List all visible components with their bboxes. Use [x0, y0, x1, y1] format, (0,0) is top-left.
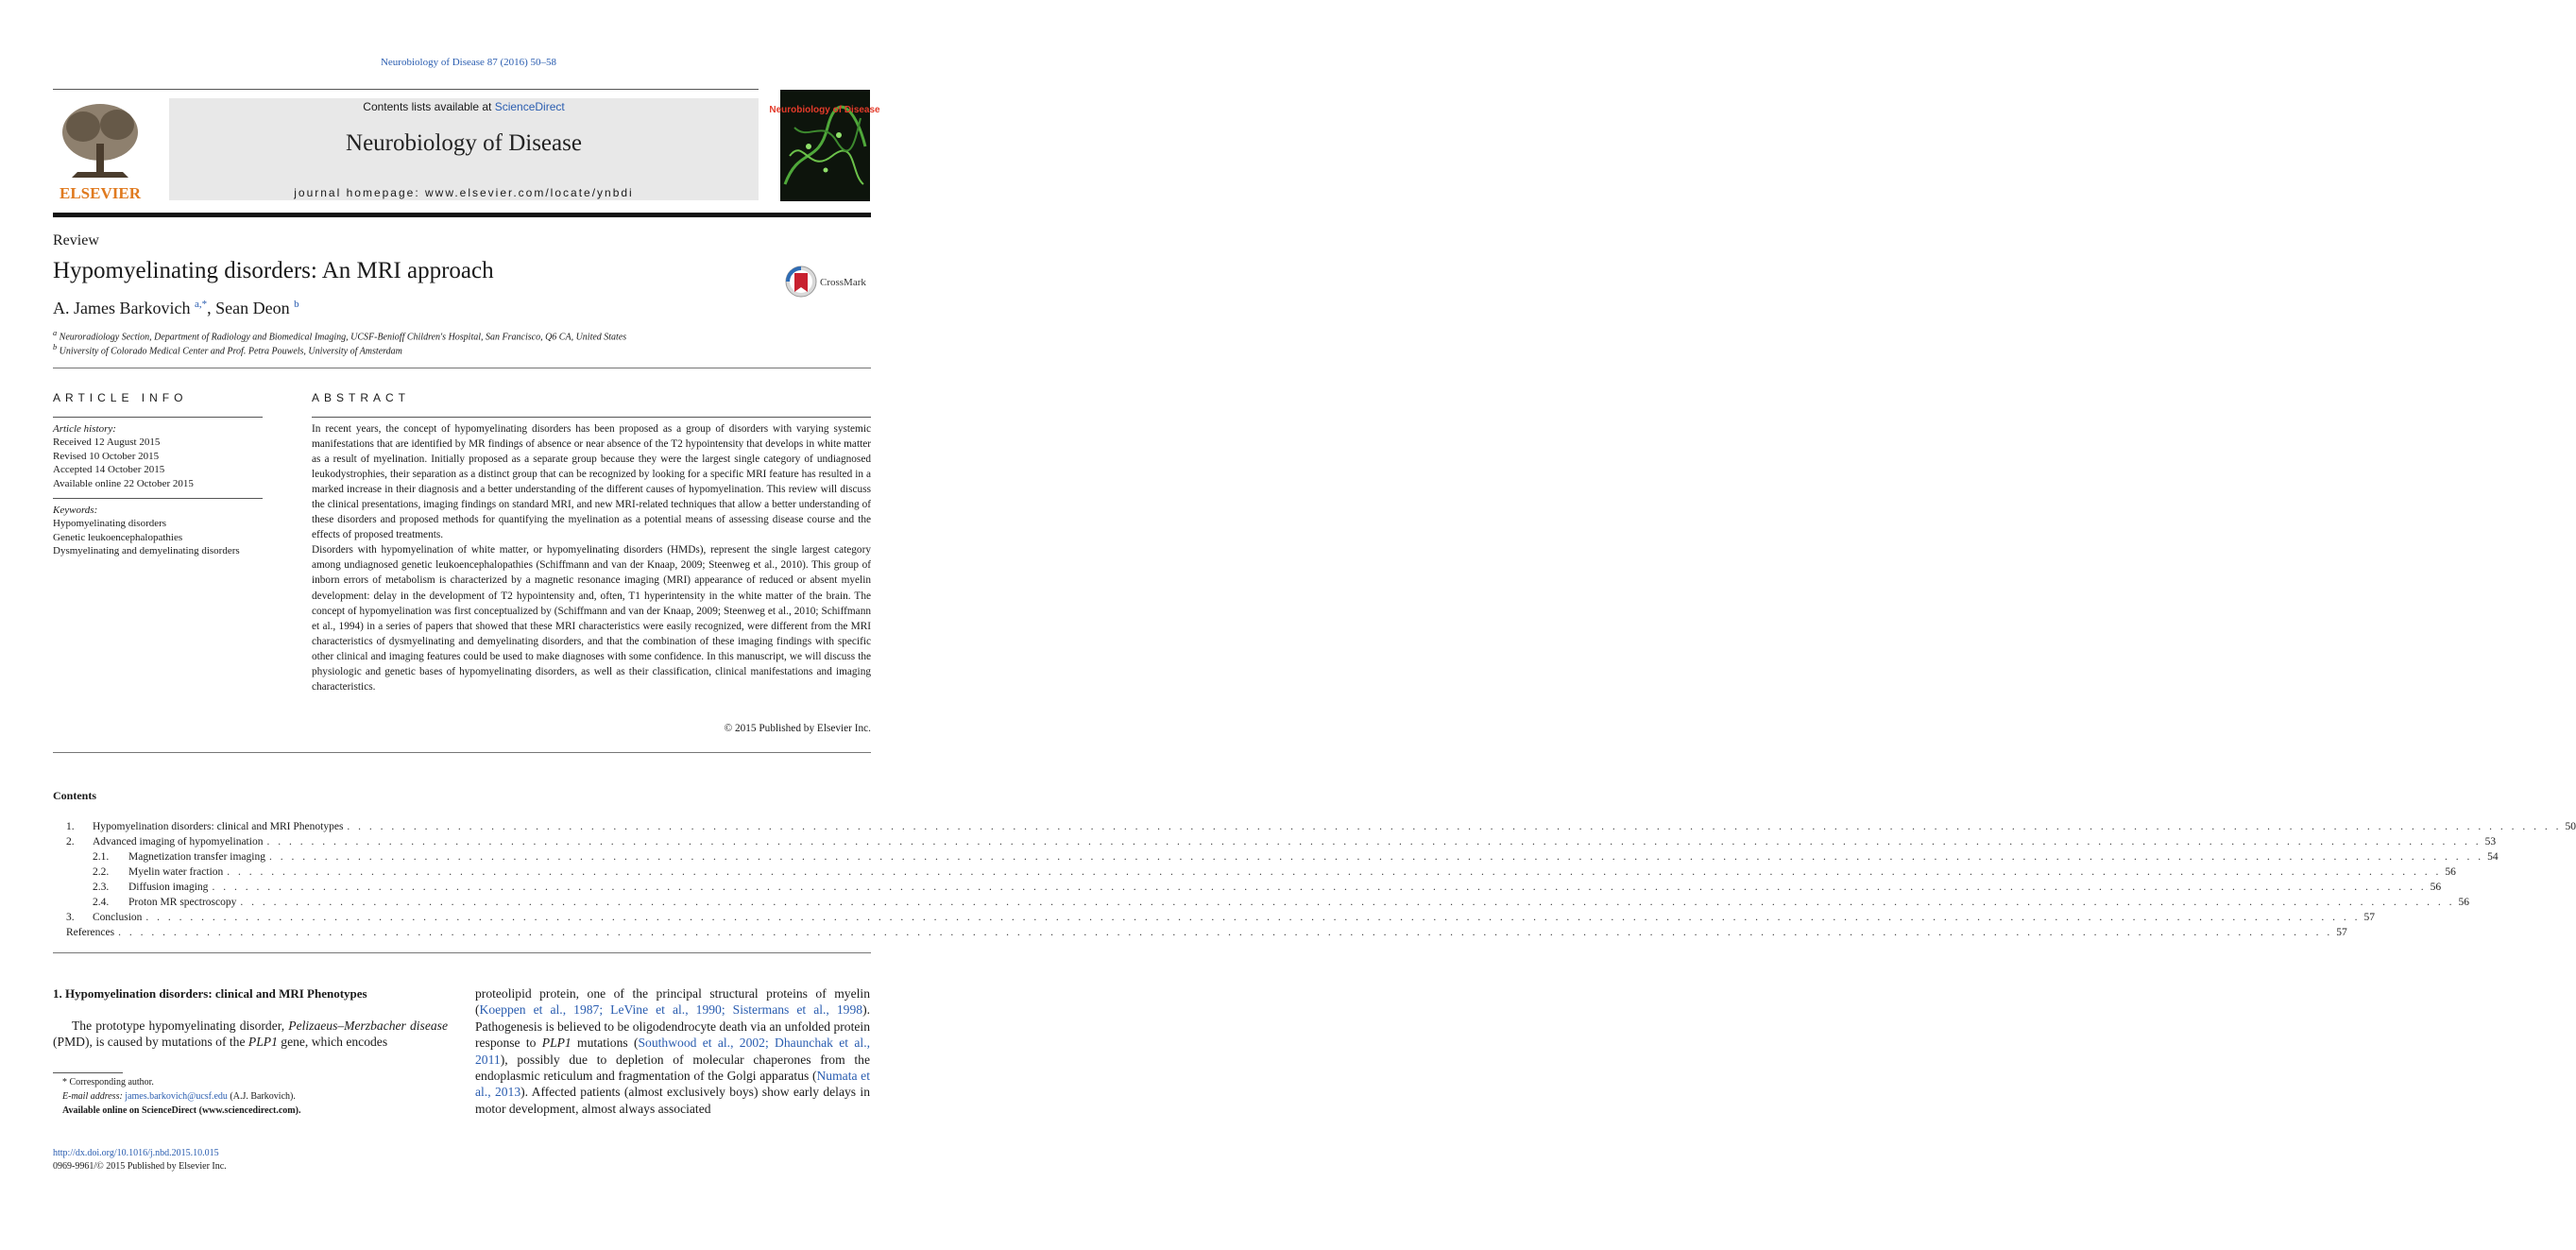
header-rule: [53, 89, 759, 90]
affiliation-mark: a: [53, 329, 58, 337]
body-italic: Pelizaeus–Merzbacher disease: [288, 1019, 448, 1033]
article-type: Review: [53, 232, 99, 248]
elsevier-wordmark: ELSEVIER: [60, 184, 141, 202]
section-rule: [312, 417, 871, 418]
contents-available-text: Contents lists available at: [363, 100, 495, 113]
toc-entry-title[interactable]: Diffusion imaging: [128, 882, 209, 893]
email-label: E-mail address:: [62, 1091, 126, 1102]
contents-heading: Contents: [53, 789, 97, 802]
body-text: proteolipid protein, one of the principal structural proteins of myelin (: [475, 986, 870, 1018]
section-heading: 1. Hypomyelination disorders: clinical and MRI Phenotypes: [53, 986, 367, 1001]
toc-entry-page[interactable]: 53: [2484, 836, 2497, 848]
sciencedirect-link[interactable]: ScienceDirect: [494, 100, 565, 113]
keywords: [53, 504, 263, 558]
body-text: ). Affected patients (almost exclusively boys) show early delays in motor development, almost always associated: [475, 1085, 870, 1116]
toc-entry-number: 3.: [66, 912, 75, 923]
body-text: gene, which encodes: [277, 1035, 388, 1050]
affiliation-mark: b: [53, 343, 58, 351]
toc-entry[interactable]: [53, 821, 2576, 836]
journal-title: Neurobiology of Disease: [346, 130, 582, 156]
body-column-left: [53, 1018, 448, 1051]
crossmark-icon: [786, 266, 816, 297]
toc-leader-dots: . . . . . . . . . . . . . . . . . . . . . . . . . . . . . . . . . . . . . . . . . . . . . . . . . . . . . . . . . . . . . . . . . . . . . . . . . . . . . . . . . . . . . . . . . . . . . . . . . . . . . . . . . . . . . . . . . . . . . . . . . . . . . . . . . . . . . . . . . . . . . . . . . . . . . . . . . . . . . . . . . . . . . . . . . . . . . . . . . . . . . . . . . . . . . . . . . . . . . . . .: [347, 821, 2562, 832]
history-label: Article history:: [53, 423, 116, 435]
footnote-rule: [53, 1072, 123, 1073]
toc-entry[interactable]: [53, 866, 2456, 882]
journal-reference-link[interactable]: Neurobiology of Disease 87 (2016) 50–58: [380, 57, 557, 68]
toc-entry-number: 2.4.: [93, 897, 110, 908]
keywords-label: Keywords:: [53, 505, 98, 516]
keyword-item[interactable]: Genetic leukoencephalopathies: [53, 531, 183, 543]
toc-entry-page[interactable]: 54: [2487, 851, 2499, 863]
crossmark-badge[interactable]: [784, 265, 879, 299]
toc-entry[interactable]: [53, 927, 2347, 942]
email-suffix: (A.J. Barkovich).: [227, 1091, 296, 1102]
toc-entry-title[interactable]: Myelin water fraction: [128, 866, 224, 878]
author-list: [53, 299, 299, 318]
article-info-heading: ARTICLE INFO: [53, 391, 188, 404]
email-link[interactable]: james.barkovich@ucsf.edu: [125, 1091, 228, 1102]
journal-cover-art: [769, 90, 880, 201]
history-item: Available online 22 October 2015: [53, 477, 194, 489]
toc-entry-page[interactable]: 57: [2363, 912, 2376, 923]
toc-entry[interactable]: [53, 882, 2442, 897]
article-title: Hypomyelinating disorders: An MRI approach: [53, 258, 494, 283]
toc-entry-title[interactable]: Advanced imaging of hypomyelination: [93, 836, 264, 848]
journal-homepage-link[interactable]: journal homepage: www.elsevier.com/locate/ynbdi: [294, 186, 634, 199]
contents-available-line: [169, 100, 759, 113]
crossmark-graphic: [784, 265, 879, 299]
journal-cover-image[interactable]: [769, 90, 880, 201]
citation-link[interactable]: Koeppen et al., 1987; LeVine et al., 1990; Sistermans et al., 1998: [479, 1002, 863, 1018]
history-item: Accepted 14 October 2015: [53, 464, 165, 476]
affiliation: [53, 343, 402, 356]
author-affiliation-mark[interactable]: b: [294, 299, 299, 310]
toc-entry-page[interactable]: 56: [2430, 882, 2442, 893]
doi-link[interactable]: [53, 1148, 219, 1158]
toc-entry-page[interactable]: 56: [2445, 866, 2456, 878]
affiliation-text: Neuroradiology Section, Department of Radiology and Biomedical Imaging, UCSF-Benioff Children's Hospital, San Francisco, Q6 CA, United States: [59, 332, 627, 343]
toc-entry-title[interactable]: Hypomyelination disorders: clinical and MRI Phenotypes: [93, 821, 344, 832]
footnote-mark: *: [62, 1077, 67, 1087]
body-text: The prototype hypomyelinating disorder,: [72, 1019, 289, 1033]
body-text: ), possibly due to depletion of molecular chaperones from the endoplasmic reticulum and fragmentation of the Golgi apparatus (: [475, 1052, 870, 1084]
table-of-contents: [53, 821, 2576, 942]
author-name[interactable]: A. James Barkovich: [53, 299, 191, 317]
toc-entry-page[interactable]: 56: [2458, 897, 2469, 908]
section-rule: [53, 752, 871, 753]
history-item: Received 12 August 2015: [53, 437, 161, 449]
article-history: [53, 422, 263, 490]
keyword-item[interactable]: Hypomyelinating disorders: [53, 518, 167, 530]
citation-link[interactable]: Numata et al., 2013: [475, 1069, 870, 1100]
affiliation: [53, 329, 626, 342]
toc-entry-number: 2.1.: [93, 851, 110, 863]
toc-entry[interactable]: [53, 836, 2497, 851]
toc-leader-dots: . . . . . . . . . . . . . . . . . . . . . . . . . . . . . . . . . . . . . . . . . . . . . . . . . . . . . . . . . . . . . . . . . . . . . . . . . . . . . . . . . . . . . . . . . . . . . . . . . . . . . . . . . . . . . . . . . . . . . . . . . . . . . . . . . . . . . . . . . . . . . . . . . . . . . . . . . . . . . . . . . . . . . . . . . . . . . . . . . . . . . . . . . . . . . . . . . . . . . . . .: [145, 912, 2361, 923]
footnote-text: Corresponding author.: [69, 1077, 154, 1087]
available-online-note: Available online on ScienceDirect (www.sciencedirect.com).: [62, 1105, 301, 1116]
toc-entry-number: 2.: [66, 836, 75, 848]
gene-name: PLP1: [247, 1035, 278, 1050]
toc-entry-page[interactable]: 57: [2336, 927, 2347, 938]
elsevier-logo: [53, 98, 147, 204]
section-rule: [53, 498, 263, 499]
gene-name: PLP1: [541, 1036, 571, 1051]
author-affiliation-mark[interactable]: a,*: [194, 299, 208, 310]
history-item: Revised 10 October 2015: [53, 450, 160, 462]
toc-leader-dots: . . . . . . . . . . . . . . . . . . . . . . . . . . . . . . . . . . . . . . . . . . . . . . . . . . . . . . . . . . . . . . . . . . . . . . . . . . . . . . . . . . . . . . . . . . . . . . . . . . . . . . . . . . . . . . . . . . . . . . . . . . . . . . . . . . . . . . . . . . . . . . . . . . . . . . . . . . . . . . . . . . . . . . . . . . . . . . . . . . . . . . . . . . . . . . . . . . . . . . . .: [268, 851, 2484, 863]
toc-entry-title[interactable]: References: [66, 927, 115, 938]
abstract-paragraph: In recent years, the concept of hypomyelinating disorders has been proposed as a group of disorders with varying systemic manifestations that are identified by MR findings of absence or near absence of the T2 hypointensity that develops in white matter as a result of myelination. Initially proposed as a separate group because they were the largest single category of undiagnosed leukodystrophies, their separation as a distinct group that can be recognized by looking for a specific MRI feature has resulted in a marked increase in their diagnosis and a better understanding of the different causes of hypomyelination. This review will discuss the clinical presentations, imaging findings on standard MRI, and new MRI-related techniques that allow a better understanding of these disorders and proposed methods for quantifying the myelination as a potential means of assessing disease course and the effects of proposed treatments.: [312, 423, 871, 541]
body-text: mutations (: [571, 1036, 639, 1051]
toc-entry[interactable]: [53, 851, 2499, 866]
doi-link-text[interactable]: http://dx.doi.org/10.1016/j.nbd.2015.10.015: [53, 1148, 219, 1158]
corresponding-author-note: [53, 1075, 448, 1089]
abstract-paragraph: Disorders with hypomyelination of white matter, or hypomyelinating disorders (HMDs), represent the single largest category among undiagnosed genetic leukoencephalopathies (Schiffmann and van der Knaap, 2009; Steenweg et al., 2010). This group of inborn errors of metabolism is characterized by a magnetic resonance imaging (MRI) appearance of reduced or absent myelin development: delay in the development of T2 hypointensity and, often, T1 hyperintensity in the white matter of the brain. The concept of hypomyelination was first conceptualized by (Schiffmann and van der Knaap, 2009; Steenweg et al., 2010; Schiffmann et al., 1994) in a series of papers that showed that these MRI characteristics were easily recognized, were different from the MRI characteristics of dysmyelinating and demyelinating disorders, and that the combination of these imaging findings with specific other clinical and imaging features could be used to make diagnoses with some confidence. In this manuscript, we will discuss the physiologic and genetic bases of hypomyelinating disorders, as well as their classification, clinical manifestations and imaging characteristics.: [312, 544, 871, 693]
body-text: ). Pathogenesis is believed to be oligodendrocyte death via an unfolded protein response to: [475, 1002, 870, 1051]
toc-leader-dots: . . . . . . . . . . . . . . . . . . . . . . . . . . . . . . . . . . . . . . . . . . . . . . . . . . . . . . . . . . . . . . . . . . . . . . . . . . . . . . . . . . . . . . . . . . . . . . . . . . . . . . . . . . . . . . . . . . . . . . . . . . . . . . . . . . . . . . . . . . . . . . . . . . . . . . . . . . . . . . . . . . . . . . . . . . . . . . . . . . . . . . . . . . . . . . . . . . . . . . . .: [240, 897, 2455, 908]
citation-link[interactable]: Southwood et al., 2002; Dhaunchak et al., 2011: [475, 1036, 870, 1067]
keyword-item[interactable]: Dysmyelinating and demyelinating disorders: [53, 545, 240, 557]
toc-entry-title[interactable]: Conclusion: [93, 912, 143, 923]
toc-entry-title[interactable]: Proton MR spectroscopy: [128, 897, 237, 908]
toc-leader-dots: . . . . . . . . . . . . . . . . . . . . . . . . . . . . . . . . . . . . . . . . . . . . . . . . . . . . . . . . . . . . . . . . . . . . . . . . . . . . . . . . . . . . . . . . . . . . . . . . . . . . . . . . . . . . . . . . . . . . . . . . . . . . . . . . . . . . . . . . . . . . . . . . . . . . . . . . . . . . . . . . . . . . . . . . . . . . . . . . . . . . . . . . . . . . . . . . . . . . . . . .: [266, 836, 2482, 848]
toc-entry-page[interactable]: 50: [2565, 821, 2576, 832]
body-text: (PMD), is caused by mutations of the: [53, 1035, 248, 1050]
toc-entry-number: 1.: [66, 821, 75, 832]
toc-leader-dots: . . . . . . . . . . . . . . . . . . . . . . . . . . . . . . . . . . . . . . . . . . . . . . . . . . . . . . . . . . . . . . . . . . . . . . . . . . . . . . . . . . . . . . . . . . . . . . . . . . . . . . . . . . . . . . . . . . . . . . . . . . . . . . . . . . . . . . . . . . . . . . . . . . . . . . . . . . . . . . . . . . . . . . . . . . . . . . . . . . . . . . . . . . . . . . . . . . . . . . . .: [118, 927, 2333, 938]
author-name[interactable]: Sean Deon: [215, 299, 290, 317]
author-separator: ,: [207, 299, 216, 317]
header-thick-rule: [53, 213, 871, 217]
abstract-body: [312, 421, 871, 694]
section-rule: [53, 952, 871, 953]
footnotes: [53, 1075, 448, 1118]
toc-entry-number: 2.2.: [93, 866, 110, 878]
toc-leader-dots: . . . . . . . . . . . . . . . . . . . . . . . . . . . . . . . . . . . . . . . . . . . . . . . . . . . . . . . . . . . . . . . . . . . . . . . . . . . . . . . . . . . . . . . . . . . . . . . . . . . . . . . . . . . . . . . . . . . . . . . . . . . . . . . . . . . . . . . . . . . . . . . . . . . . . . . . . . . . . . . . . . . . . . . . . . . . . . . . . . . . . . . . . . . . . . . . . . . . . . . .: [227, 866, 2442, 878]
elsevier-tree-icon: [53, 98, 147, 204]
toc-entry-number: 2.3.: [93, 882, 110, 893]
body-column-right: [475, 985, 870, 1117]
toc-entry[interactable]: [53, 897, 2469, 912]
cover-title: Neurobiology of Disease: [769, 105, 880, 115]
affiliation-text: University of Colorado Medical Center and Prof. Petra Pouwels, University of Amsterdam: [59, 346, 402, 357]
toc-entry-title[interactable]: Magnetization transfer imaging: [128, 851, 265, 863]
abstract-heading: ABSTRACT: [312, 391, 411, 404]
crossmark-label: CrossMark: [820, 277, 866, 288]
issn-line: 0969-9961/© 2015 Published by Elsevier Inc.: [53, 1161, 227, 1172]
section-rule: [53, 417, 263, 418]
email-note: [53, 1089, 448, 1104]
toc-leader-dots: . . . . . . . . . . . . . . . . . . . . . . . . . . . . . . . . . . . . . . . . . . . . . . . . . . . . . . . . . . . . . . . . . . . . . . . . . . . . . . . . . . . . . . . . . . . . . . . . . . . . . . . . . . . . . . . . . . . . . . . . . . . . . . . . . . . . . . . . . . . . . . . . . . . . . . . . . . . . . . . . . . . . . . . . . . . . . . . . . . . . . . . . . . . . . . . . . . . . . . . .: [212, 882, 2427, 893]
abstract-copyright: © 2015 Published by Elsevier Inc.: [724, 723, 871, 734]
toc-entry[interactable]: [53, 912, 2376, 927]
